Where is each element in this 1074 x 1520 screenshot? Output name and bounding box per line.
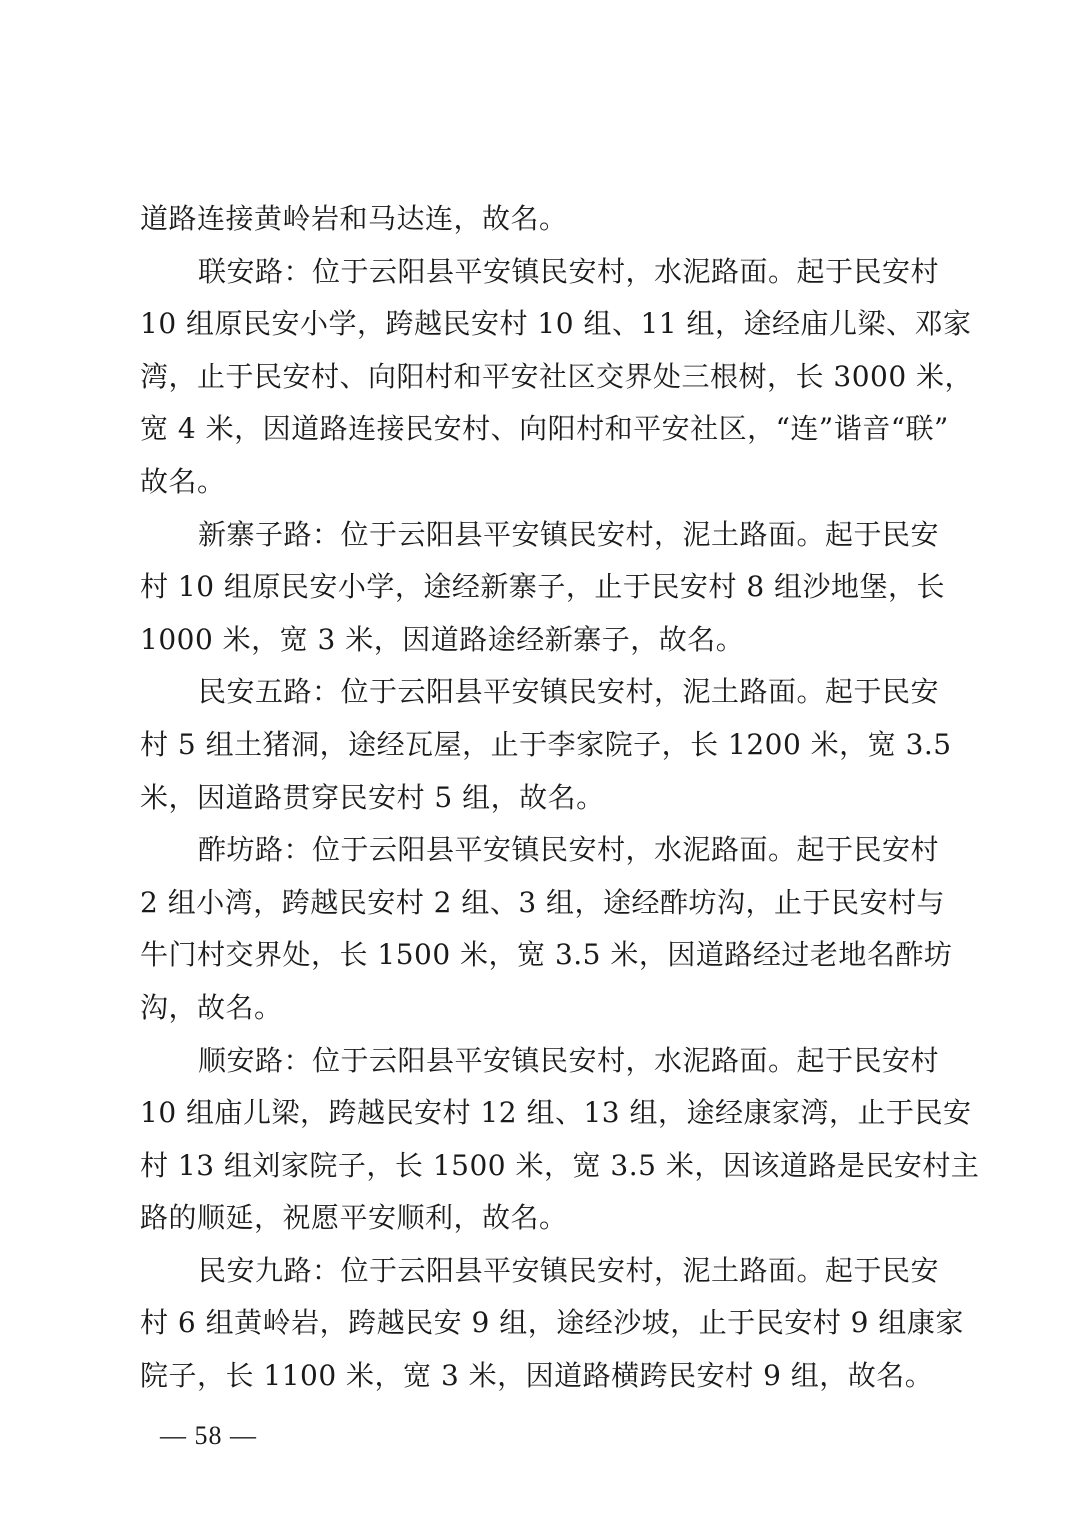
paragraph-line: 米，因道路贯穿民安村 5 组，故名。 <box>140 780 605 814</box>
paragraph <box>140 193 936 246</box>
paragraph <box>140 666 952 824</box>
paragraph <box>140 1245 964 1403</box>
paragraph-line: 牛门村交界处，长 1500 米，宽 3.5 米，因道路经过老地名酢坊 <box>140 938 953 972</box>
paragraph-line: 院子，长 1100 米，宽 3 米，因道路横跨民安村 9 组，故名。 <box>140 1359 934 1393</box>
paragraph-line: 民安九路：位于云阳县平安镇民安村，泥土路面。起于民安 <box>198 1253 940 1287</box>
paragraph-line: 10 组原民安小学，跨越民安村 10 组、11 组，途经庙儿梁、邓家 <box>140 307 972 341</box>
paragraph-line: 联安路：位于云阳县平安镇民安村，水泥路面。起于民安村 <box>198 254 940 288</box>
paragraph-line: 村 13 组刘家院子，长 1500 米，宽 3.5 米，因该道路是民安村主 <box>140 1148 980 1182</box>
page-number: — 58 — <box>160 1421 257 1450</box>
paragraph <box>140 824 953 1034</box>
paragraph-line: 1000 米，宽 3 米，因道路途经新寨子，故名。 <box>140 622 745 656</box>
paragraph-line: 村 5 组土猪洞，途经瓦屋，止于李家院子，长 1200 米，宽 3.5 <box>140 727 952 761</box>
page-body <box>140 193 980 1403</box>
paragraph-line: 道路连接黄岭岩和马达连，故名。 <box>140 202 568 235</box>
paragraph-line: 湾，止于民安村、向阳村和平安社区交界处三根树，长 3000 米， <box>140 359 974 393</box>
paragraph-line: 宽 4 米，因道路连接民安村、向阳村和平安社区，“连”谐音“联” <box>140 412 949 446</box>
paragraph-line: 路的顺延，祝愿平安顺利，故名。 <box>140 1201 568 1235</box>
paragraph <box>140 246 974 509</box>
paragraph-line: 2 组小湾，跨越民安村 2 组、3 组，途经酢坊沟，止于民安村与 <box>140 885 946 919</box>
paragraph-line: 沟，故名。 <box>140 990 283 1024</box>
paragraph-line: 村 6 组黄岭岩，跨越民安 9 组，途经沙坡，止于民安村 9 组康家 <box>140 1306 964 1340</box>
paragraph-line: 故名。 <box>140 464 226 498</box>
paragraph-line: 民安五路：位于云阳县平安镇民安村，泥土路面。起于民安 <box>198 675 940 709</box>
paragraph-line: 酢坊路：位于云阳县平安镇民安村，水泥路面。起于民安村 <box>198 833 940 867</box>
paragraph-line: 10 组庙儿梁，跨越民安村 12 组、13 组，途经康家湾，止于民安 <box>140 1096 972 1130</box>
paragraph-line: 新寨子路：位于云阳县平安镇民安村，泥土路面。起于民安 <box>198 517 940 551</box>
paragraph <box>140 1035 980 1245</box>
paragraph-line: 顺安路：位于云阳县平安镇民安村，水泥路面。起于民安村 <box>198 1043 940 1077</box>
paragraph <box>140 509 946 667</box>
paragraph-line: 村 10 组原民安小学，途经新寨子，止于民安村 8 组沙地堡，长 <box>140 570 946 604</box>
